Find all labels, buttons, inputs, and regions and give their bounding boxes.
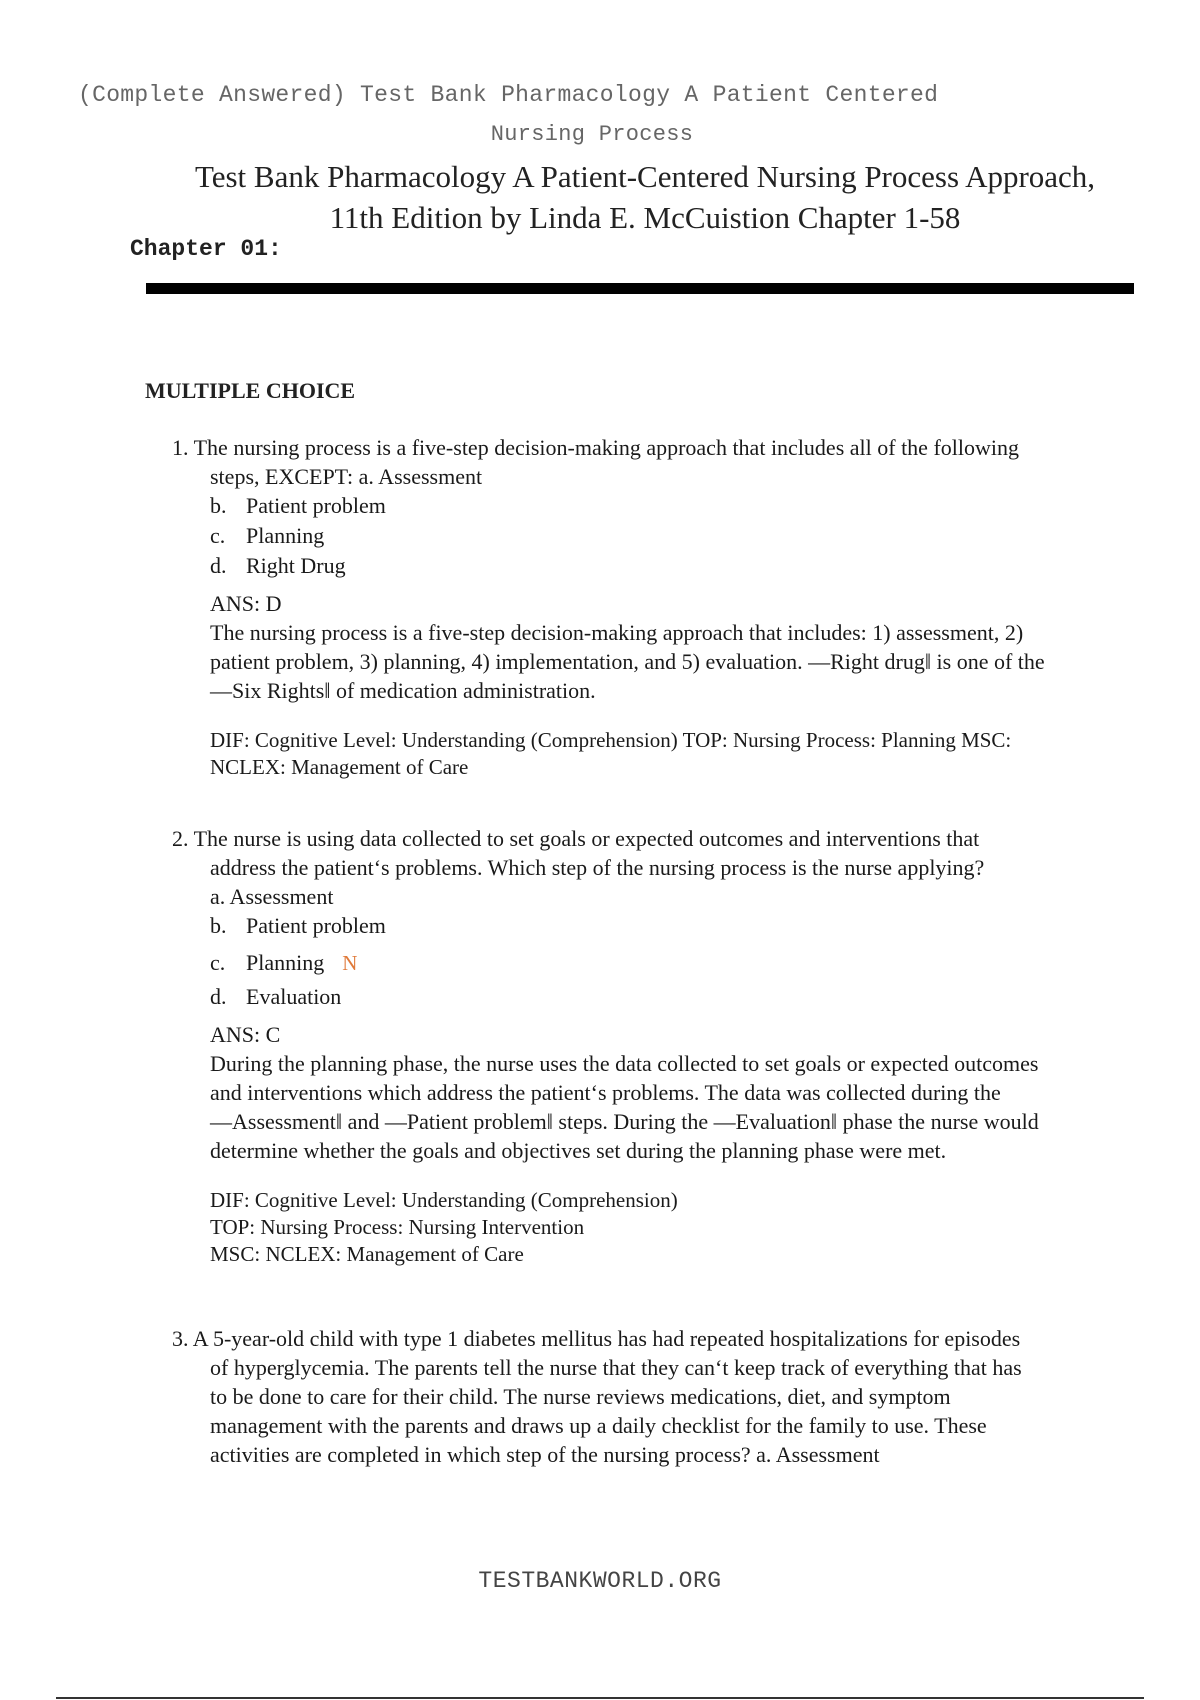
- question-metadata: [172, 727, 1132, 781]
- question-stem-line: activities are completed in which step of the nursing process? a. Assessment: [210, 1442, 880, 1467]
- question-number: 1.: [172, 435, 189, 460]
- metadata-line: DIF: Cognitive Level: Understanding (Comprehension) TOP: Nursing Process: Planning MSC:: [210, 728, 1012, 752]
- question-stem-line: management with the parents and draws up a daily checklist for the family to use. These: [210, 1413, 987, 1438]
- question-stem: [172, 826, 979, 851]
- question-number: 2.: [172, 826, 189, 851]
- document-title-line1: Test Bank Pharmacology A Patient-Centered Nursing Process Approach,: [194, 159, 1096, 194]
- header-subtitle-line2: [0, 122, 1200, 147]
- section-title: MULTIPLE CHOICE: [145, 378, 356, 403]
- explanation-line: patient problem, 3) planning, 4) implementation, and 5) evaluation. —Right drug‖ is one of the: [210, 649, 1045, 674]
- footer-divider: [56, 1697, 1144, 1699]
- document-title-line2: 11th Edition by Linda E. McCuistion Chapter 1-58: [329, 200, 961, 235]
- answer-option: [172, 982, 1132, 1012]
- metadata-line: TOP: Nursing Process: Nursing Intervention: [210, 1215, 585, 1239]
- metadata-line: DIF: Cognitive Level: Understanding (Comprehension): [210, 1188, 678, 1212]
- explanation-line: —Assessment‖ and —Patient problem‖ steps. During the —Evaluation‖ phase the nurse would: [210, 1109, 1039, 1134]
- option-letter: d.: [210, 984, 227, 1009]
- answer-option: [172, 491, 1132, 521]
- explanation-line: determine whether the goals and objectives set during the planning phase were met.: [210, 1138, 947, 1163]
- metadata-line: NCLEX: Management of Care: [210, 755, 469, 779]
- option-letter: c.: [210, 523, 226, 548]
- question-2: [172, 824, 1132, 1268]
- question-stem: [172, 1326, 1020, 1351]
- annotation-mark: N: [342, 951, 358, 975]
- question-number: 3.: [172, 1326, 189, 1351]
- option-text: Planning: [246, 523, 325, 548]
- header-subtitle-line1: (Complete Answered) Test Bank Pharmacology A Patient Centered: [78, 82, 939, 108]
- option-letter: b.: [210, 913, 227, 938]
- question-stem-line: The nursing process is a five-step decision-making approach that includes all of the following: [193, 435, 1019, 460]
- option-text: Patient problem: [246, 493, 386, 518]
- answer-option: [172, 911, 1132, 941]
- option-text: Planning: [246, 950, 325, 975]
- option-text: Evaluation: [246, 984, 342, 1009]
- footer-watermark: TESTBANKWORLD.ORG: [478, 1568, 722, 1594]
- question-stem-line: address the patient‘s problems. Which step of the nursing process is the nurse applying?: [210, 855, 985, 880]
- answer-key: ANS: D: [210, 591, 282, 616]
- option-text: Right Drug: [246, 553, 346, 578]
- explanation-line: —Six Rights‖ of medication administration.: [210, 678, 596, 703]
- question-1: [172, 433, 1132, 781]
- chapter-heading: Chapter 01:: [130, 236, 282, 262]
- answer-option: [172, 551, 1132, 581]
- question-stem-line: to be done to care for their child. The nurse reviews medications, diet, and symptom: [210, 1384, 951, 1409]
- heading-divider: [146, 283, 1134, 294]
- answer-option: [172, 521, 1132, 551]
- option-letter: d.: [210, 553, 227, 578]
- option-text: Patient problem: [246, 913, 386, 938]
- question-stem-line: The nurse is using data collected to set goals or expected outcomes and interventions that: [193, 826, 980, 851]
- question-metadata: [172, 1187, 1132, 1268]
- answer-option-a: a. Assessment: [210, 884, 334, 909]
- answer-option: [172, 948, 1132, 978]
- question-stem-line: steps, EXCEPT: a. Assessment: [210, 464, 483, 489]
- explanation-line: The nursing process is a five-step decision-making approach that includes: 1) assessment, 2): [210, 620, 1024, 645]
- question-3: [172, 1324, 1132, 1469]
- answer-key: ANS: C: [210, 1022, 281, 1047]
- explanation-line: and interventions which address the patient‘s problems. The data was collected during the: [210, 1080, 1001, 1105]
- header-subtitle-line2-text: Nursing Process: [490, 122, 694, 147]
- question-stem: [172, 435, 1019, 460]
- question-stem-line: A 5-year-old child with type 1 diabetes mellitus has had repeated hospitalizations for episodes: [192, 1326, 1021, 1351]
- option-letter: c.: [210, 950, 226, 975]
- explanation-line: During the planning phase, the nurse uses the data collected to set goals or expected outcomes: [210, 1051, 1039, 1076]
- metadata-line: MSC: NCLEX: Management of Care: [210, 1242, 524, 1266]
- question-stem-line: of hyperglycemia. The parents tell the nurse that they can‘t keep track of everything that has: [210, 1355, 1022, 1380]
- option-letter: b.: [210, 493, 227, 518]
- document-title: [150, 156, 1140, 238]
